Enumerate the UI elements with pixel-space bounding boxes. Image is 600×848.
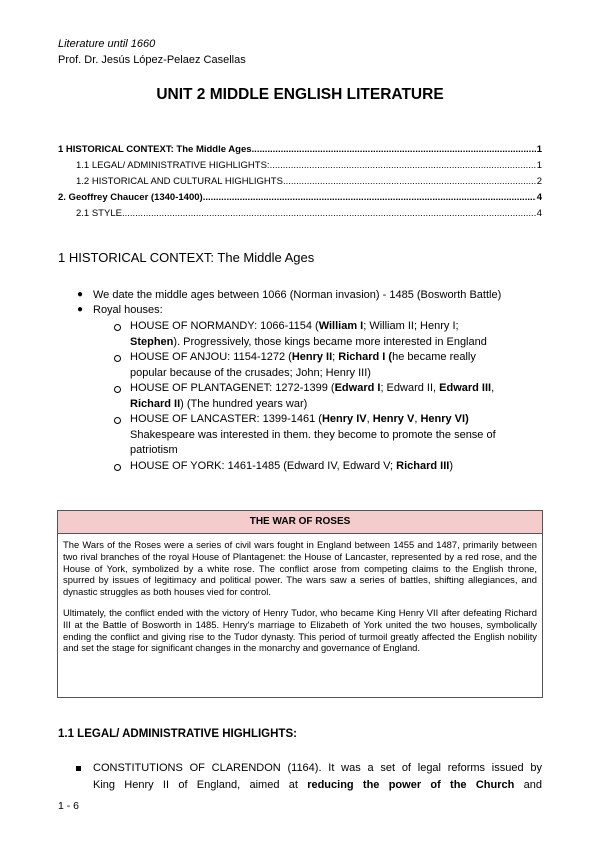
section-heading-historical-context: 1 HISTORICAL CONTEXT: The Middle Ages bbox=[58, 250, 315, 265]
house-lancaster: HOUSE OF LANCASTER: 1399-1461 (Henry IV, Henry V, Henry VI) Shakespeare was interested in them. they become to promote the sense of patriotism bbox=[130, 413, 496, 456]
circle-bullet-icon bbox=[114, 355, 121, 362]
toc-entry-label: 2. Geoffrey Chaucer (1340-1400) bbox=[58, 192, 203, 203]
constitutions-of-clarendon: CONSTITUTIONS OF CLARENDON (1164). It was a set of legal reforms issued by King Henry II of England, aimed at reducing the power of the Church and bbox=[93, 762, 542, 791]
circle-bullet-icon bbox=[114, 464, 121, 471]
bullet-dates: We date the middle ages between 1066 (Norman invasion) - 1485 (Bosworth Battle) bbox=[93, 289, 502, 301]
toc-entry-label: 1.1 LEGAL/ ADMINISTRATIVE HIGHLIGHTS: bbox=[76, 160, 270, 171]
toc-page-number: 4 bbox=[536, 192, 542, 203]
toc-entry[interactable] bbox=[58, 144, 542, 155]
toc-entry[interactable] bbox=[76, 176, 542, 187]
square-bullet-icon bbox=[76, 766, 81, 771]
house-anjou: HOUSE OF ANJOU: 1154-1272 (Henry II; Richard I (he became really popular because of the crusades; John; Henry III) bbox=[130, 351, 476, 379]
toc-page-number: 1 bbox=[536, 144, 542, 155]
toc-page-number: 4 bbox=[536, 208, 542, 219]
war-of-roses-body bbox=[58, 534, 542, 654]
house-york: HOUSE OF YORK: 1461-1485 (Edward IV, Edward V; Richard III) bbox=[130, 460, 454, 472]
circle-bullet-icon bbox=[114, 324, 121, 331]
toc-entry[interactable] bbox=[76, 160, 542, 171]
section-heading-legal-administrative: 1.1 LEGAL/ ADMINISTRATIVE HIGHLIGHTS: bbox=[58, 728, 297, 740]
course-title: Literature until 1660 bbox=[58, 38, 156, 50]
war-of-roses-paragraph: The Wars of the Roses were a series of civil wars fought in England between 1455 and 1487, primarily between two rival branches of the royal House of Plantagenet: the House of Lancaster, represented by a red rose, and the House of York, symbolized by a white rose. The conflict arose from competing claims to the English throne, spurred by issues of legitimacy and political power. The wars saw a series of battles, shifting allegiances, and dynastic struggles as both houses vied for control. bbox=[63, 539, 537, 598]
toc-entry-label: 1.2 HISTORICAL AND CULTURAL HIGHLIGHTS bbox=[76, 176, 283, 187]
circle-bullet-icon bbox=[114, 386, 121, 393]
toc-leader bbox=[283, 176, 536, 187]
house-plantagenet: HOUSE OF PLANTAGENET: 1272-1399 (Edward I; Edward II, Edward III, Richard II) (The hundred years war) bbox=[130, 382, 495, 410]
toc-page-number: 2 bbox=[536, 176, 542, 187]
circle-bullet-icon bbox=[114, 417, 121, 424]
unit-title: UNIT 2 MIDDLE ENGLISH LITERATURE bbox=[156, 86, 444, 103]
bullet-dot-icon: ● bbox=[77, 304, 84, 315]
toc-leader bbox=[252, 144, 536, 155]
war-of-roses-box bbox=[57, 510, 543, 698]
toc-entry[interactable] bbox=[58, 192, 542, 203]
war-of-roses-paragraph: Ultimately, the conflict ended with the victory of Henry Tudor, who became King Henry VII after defeating Richard III at the Battle of Bosworth in 1485. Henry's marriage to Elizabeth of York united the two houses, symbolically ending the conflict and giving rise to the Tudor dynasty. This period of turmoil greatly affected the English nobility and set the stage for significant changes in the monarchy and governance of England. bbox=[63, 606, 537, 654]
professor-name: Prof. Dr. Jesús López-Pelaez Casellas bbox=[58, 54, 246, 66]
toc-leader bbox=[203, 192, 536, 203]
toc-page-number: 1 bbox=[536, 160, 542, 171]
bullet-royal-houses: Royal houses: bbox=[93, 304, 163, 316]
toc-entry[interactable] bbox=[76, 208, 542, 219]
page-number: 1 - 6 bbox=[58, 800, 80, 812]
bullet-dot-icon: ● bbox=[77, 289, 84, 300]
toc-entry-label: 1 HISTORICAL CONTEXT: The Middle Ages bbox=[58, 144, 252, 155]
toc-entry-label: 2.1 STYLE bbox=[76, 208, 122, 219]
toc-leader bbox=[270, 160, 536, 171]
war-of-roses-heading: THE WAR OF ROSES bbox=[58, 511, 542, 534]
house-normandy: HOUSE OF NORMANDY: 1066-1154 (William I; William II; Henry I; Stephen). Progressively, those kings became more interested in England bbox=[130, 320, 487, 348]
toc-leader bbox=[122, 208, 536, 219]
